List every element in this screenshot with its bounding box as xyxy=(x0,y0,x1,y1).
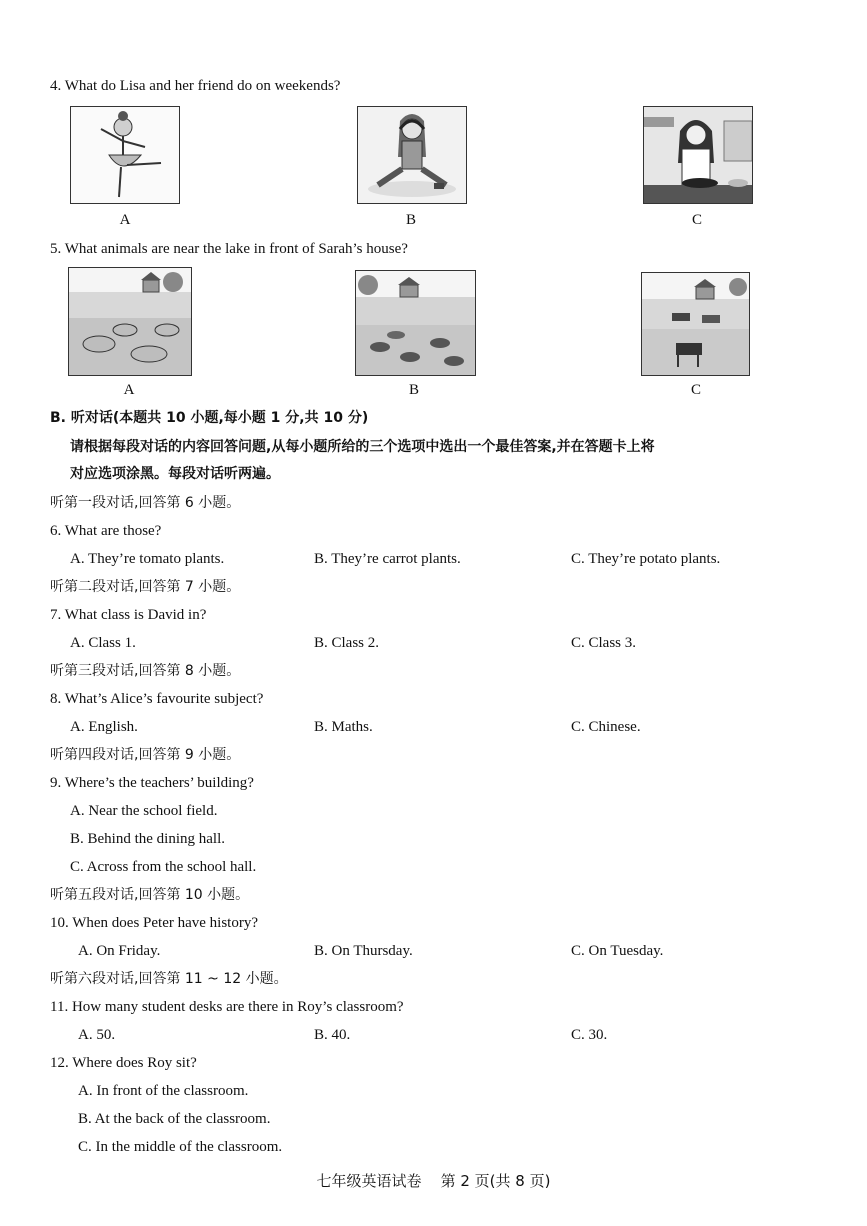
q6-option-b[interactable]: B. They’re carrot plants. xyxy=(314,551,461,567)
woman-cooking-picture[interactable] xyxy=(643,106,753,204)
question-8: 8. What’s Alice’s favourite subject? xyxy=(50,691,264,707)
dialog-4-prompt: 听第四段对话,回答第 9 小题。 xyxy=(50,747,241,763)
q7-option-c[interactable]: C. Class 3. xyxy=(571,635,637,651)
question-11: 11. How many student desks are there in Roy’s classroom? xyxy=(50,999,404,1015)
q8-option-b[interactable]: B. Maths. xyxy=(314,719,373,735)
ballet-dancer-picture[interactable] xyxy=(70,106,180,204)
q12-option-a[interactable]: A. In front of the classroom. xyxy=(78,1083,249,1099)
q5-option-a[interactable]: A xyxy=(123,382,135,398)
page-footer: 七年级英语试卷 第 2 页(共 8 页) xyxy=(316,1172,551,1190)
q5-option-b[interactable]: B xyxy=(408,382,419,398)
section-b-instruction-1: 请根据每段对话的内容回答问题,从每小题所给的三个选项中选出一个最佳答案,并在答题卡上将 xyxy=(70,439,655,455)
q7-option-a[interactable]: A. Class 1. xyxy=(70,635,136,651)
q9-option-a[interactable]: A. Near the school field. xyxy=(70,803,218,819)
pigs-by-lake-picture[interactable] xyxy=(68,267,192,376)
q12-option-b[interactable]: B. At the back of the classroom. xyxy=(78,1111,271,1127)
q11-option-c[interactable]: C. 30. xyxy=(571,1027,608,1043)
dialog-6-prompt: 听第六段对话,回答第 11 ~ 12 小题。 xyxy=(50,971,288,987)
question-9: 9. Where’s the teachers’ building? xyxy=(50,775,254,791)
q10-option-a[interactable]: A. On Friday. xyxy=(78,943,161,959)
ducks-by-lake-picture[interactable] xyxy=(355,270,476,376)
q11-option-a[interactable]: A. 50. xyxy=(78,1027,116,1043)
question-7: 7. What class is David in? xyxy=(50,607,207,623)
girl-listening-music-picture[interactable] xyxy=(357,106,467,204)
dialog-5-prompt: 听第五段对话,回答第 10 小题。 xyxy=(50,887,250,903)
horses-by-lake-picture[interactable] xyxy=(641,272,750,376)
q8-option-a[interactable]: A. English. xyxy=(70,719,138,735)
dialog-2-prompt: 听第二段对话,回答第 7 小题。 xyxy=(50,579,241,595)
q4-option-c[interactable]: C xyxy=(691,212,702,228)
section-b-title: B. 听对话(本题共 10 小题,每小题 1 分,共 10 分) xyxy=(50,410,369,426)
q10-option-b[interactable]: B. On Thursday. xyxy=(314,943,413,959)
q4-option-b[interactable]: B xyxy=(405,212,416,228)
q5-option-c[interactable]: C xyxy=(690,382,701,398)
dialog-3-prompt: 听第三段对话,回答第 8 小题。 xyxy=(50,663,241,679)
q6-option-a[interactable]: A. They’re tomato plants. xyxy=(70,551,225,567)
section-b-instruction-2: 对应选项涂黑。每段对话听两遍。 xyxy=(70,466,280,482)
q12-option-c[interactable]: C. In the middle of the classroom. xyxy=(78,1139,283,1155)
q8-option-c[interactable]: C. Chinese. xyxy=(571,719,641,735)
question-6: 6. What are those? xyxy=(50,523,162,539)
question-12: 12. Where does Roy sit? xyxy=(50,1055,197,1071)
dialog-1-prompt: 听第一段对话,回答第 6 小题。 xyxy=(50,495,241,511)
q6-option-c[interactable]: C. They’re potato plants. xyxy=(571,551,721,567)
q10-option-c[interactable]: C. On Tuesday. xyxy=(571,943,664,959)
question-4: 4. What do Lisa and her friend do on weekends? xyxy=(50,78,341,94)
question-5: 5. What animals are near the lake in front of Sarah’s house? xyxy=(50,241,408,257)
q4-option-a[interactable]: A xyxy=(119,212,131,228)
q9-option-b[interactable]: B. Behind the dining hall. xyxy=(70,831,225,847)
q7-option-b[interactable]: B. Class 2. xyxy=(314,635,380,651)
q11-option-b[interactable]: B. 40. xyxy=(314,1027,351,1043)
question-10: 10. When does Peter have history? xyxy=(50,915,259,931)
q9-option-c[interactable]: C. Across from the school hall. xyxy=(70,859,257,875)
